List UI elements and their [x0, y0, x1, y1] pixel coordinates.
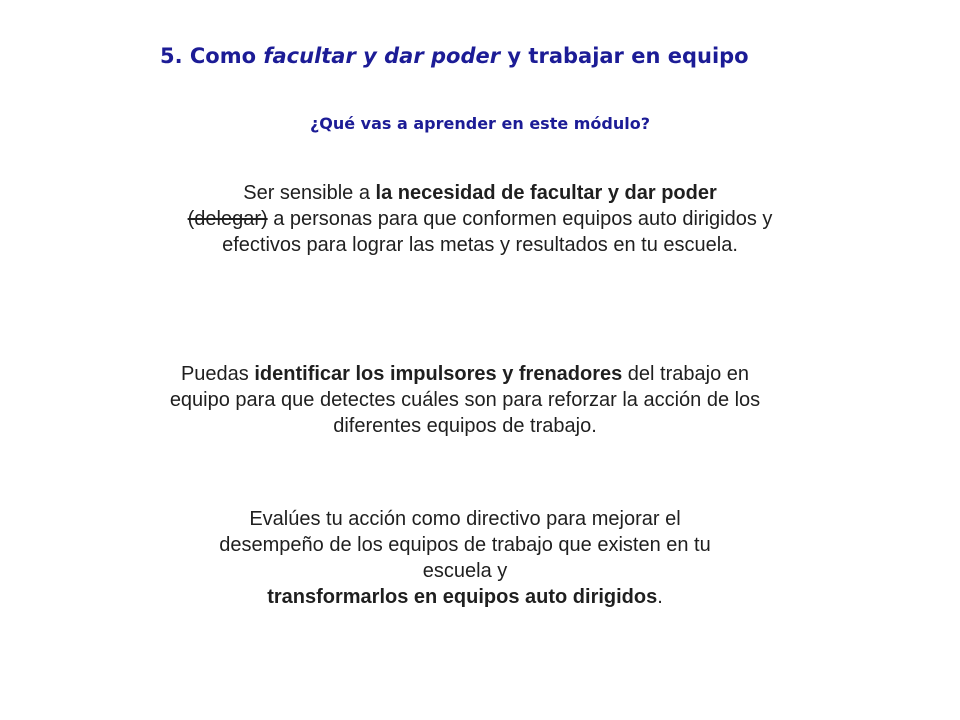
- slide-title: [160, 44, 749, 68]
- p1-text-1: Ser sensible a: [243, 182, 376, 204]
- slide-subtitle: ¿Qué vas a aprender en este módulo?: [309, 114, 651, 133]
- objective-paragraph-3: [205, 506, 725, 610]
- p1-text-2: a personas para que conformen equipos auto dirigidos y efectivos para lograr las metas y resultados en tu escuela.: [222, 208, 773, 256]
- p3-bold-1: transformarlos en equipos auto dirigidos: [267, 586, 658, 608]
- objective-paragraph-1: [150, 180, 810, 258]
- title-emphasis: facultar y dar poder: [263, 44, 501, 68]
- p2-bold-1: identificar los impulsores y frenadores: [254, 363, 623, 385]
- objective-paragraph-2: [165, 361, 765, 439]
- title-suffix: y trabajar en equipo: [500, 44, 749, 68]
- p2-text-1: Puedas: [180, 363, 255, 385]
- p1-strikethrough: (delegar): [187, 208, 268, 230]
- title-prefix: 5. Como: [160, 44, 264, 68]
- p3-text-2: .: [657, 586, 663, 608]
- p1-bold-1: la necesidad de facultar y dar poder: [375, 182, 717, 204]
- p3-text-1: Evalúes tu acción como directivo para mejorar el desempeño de los equipos de trabajo que existen en tu escuela y: [219, 508, 711, 582]
- p2-text-2: del trabajo en equipo para que detectes cuáles son para reforzar la acción de los diferentes equipos de trabajo.: [169, 363, 761, 437]
